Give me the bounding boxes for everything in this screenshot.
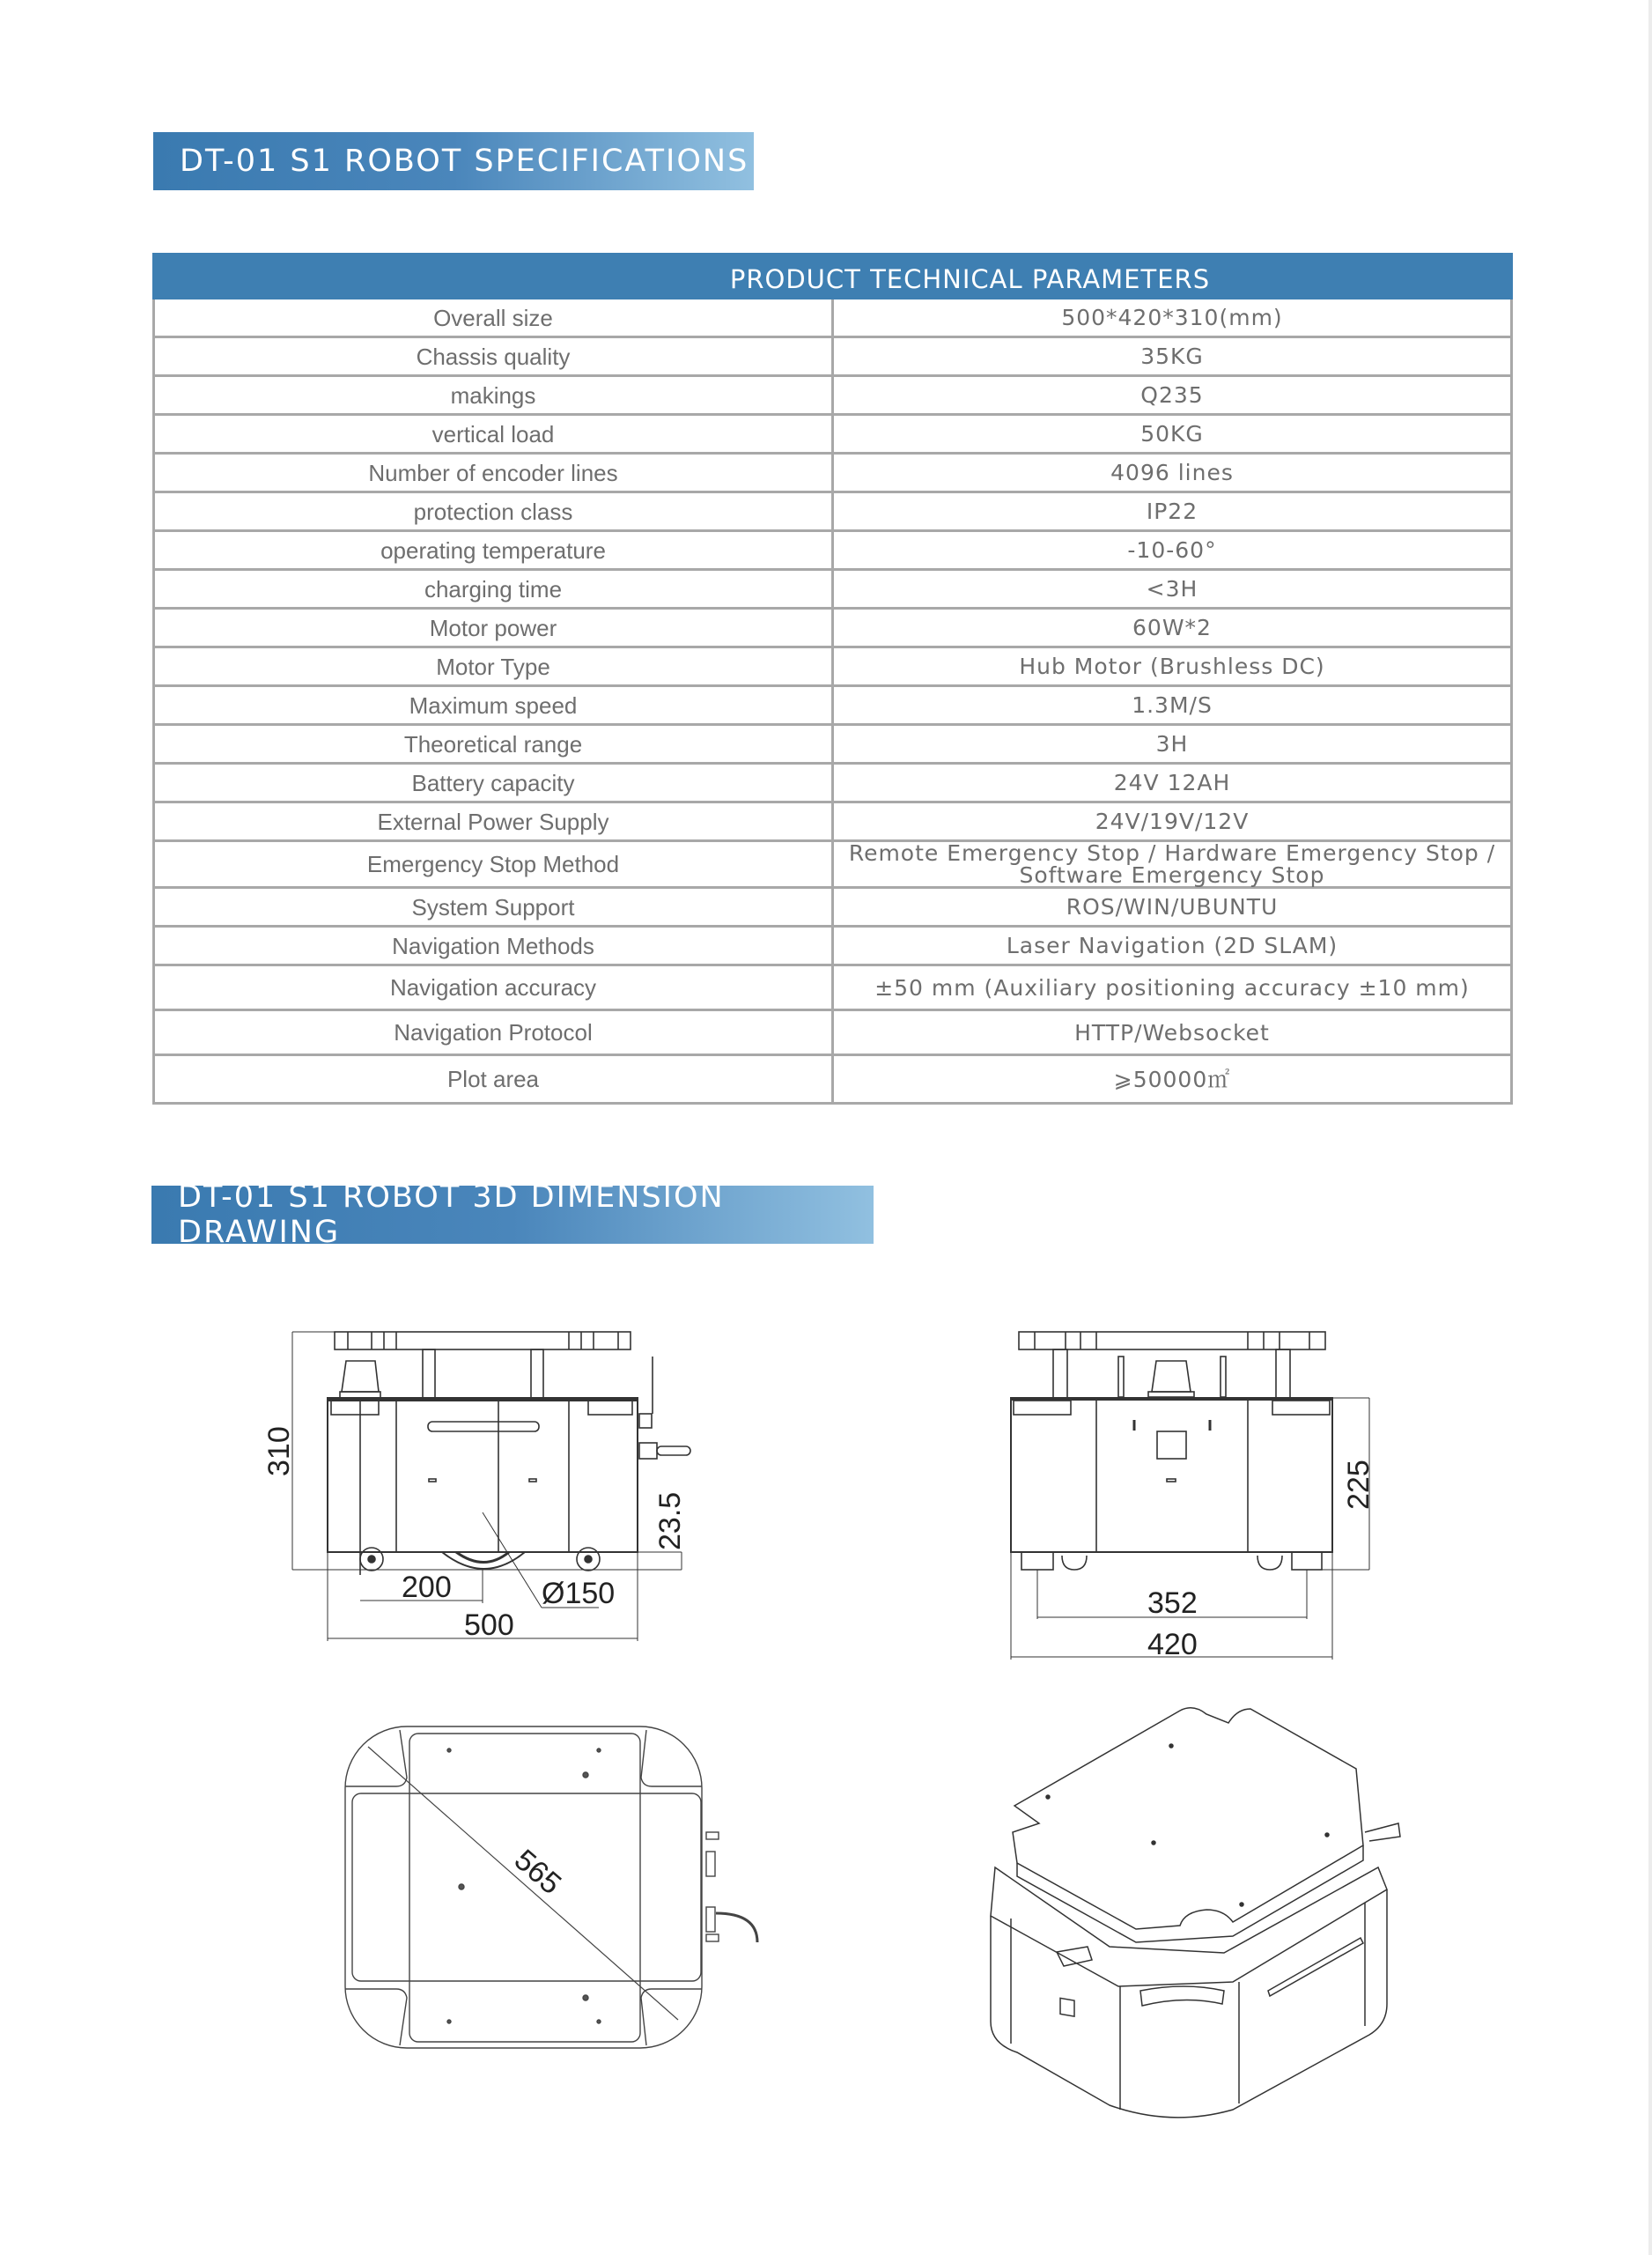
table-row [154,570,1512,609]
specifications-section-title [153,132,754,190]
parameter-value: Remote Emergency Stop / Hardware Emergency Stop / Software Emergency Stop [833,841,1512,888]
dim-width-420: 420 [1147,1628,1198,1661]
parameter-value: 24V 12AH [833,764,1512,802]
dim-body-height-225: 225 [1342,1460,1375,1510]
parameter-label: Emergency Stop Method [154,841,833,888]
table-row [154,454,1512,492]
page-edge [1648,0,1652,2255]
parameter-value: 3H [833,725,1512,764]
parameter-label: Number of encoder lines [154,454,833,492]
table-row [154,686,1512,725]
parameter-label: Navigation Protocol [154,1010,833,1055]
dim-diagonal-565: 565 [507,1843,568,1902]
parameter-label: Maximum speed [154,686,833,725]
parameter-value: 1.3M/S [833,686,1512,725]
parameter-label: External Power Supply [154,802,833,841]
parameter-value: 4096 lines [833,454,1512,492]
dim-wheel-track-352: 352 [1147,1586,1198,1620]
diagonal-dimension-line [368,1747,678,2020]
table-row [154,764,1512,802]
drawing-section-title [151,1179,874,1250]
parameter-label: makings [154,376,833,415]
parameter-value: Q235 [833,376,1512,415]
parameter-label: Overall size [154,299,833,337]
table-row [154,965,1512,1010]
parameter-label: charging time [154,570,833,609]
parameter-value: 50KG [833,415,1512,454]
parameter-label: Plot area [154,1055,833,1104]
parameter-value: 500*420*310(mm) [833,299,1512,337]
parameter-label: Battery capacity [154,764,833,802]
table-row [154,531,1512,570]
parameter-value: <3H [833,570,1512,609]
parameter-label: Navigation accuracy [154,965,833,1010]
table-header-row [154,255,1512,299]
front-view-drawing [255,1304,837,1656]
table-row [154,609,1512,647]
parameter-label: Navigation Methods [154,927,833,965]
table-row [154,299,1512,337]
chassis-body [1011,1398,1332,1552]
table-row [154,888,1512,927]
top-plate [335,1332,631,1349]
parameter-value: ±50 mm (Auxiliary positioning accuracy ±10 mm) [833,965,1512,1010]
parameter-label: Motor Type [154,647,833,686]
drawing-title-text: DT-01 S1 ROBOT 3D DIMENSION DRAWING [178,1179,725,1250]
parameter-value: 24V/19V/12V [833,802,1512,841]
table-row [154,492,1512,531]
table-row [154,1055,1512,1104]
top-plate-iso [1013,1708,1363,1929]
table-row [154,337,1512,376]
dim-wheel-diameter: Ø150 [542,1577,616,1610]
table-row [154,415,1512,454]
parameter-label: System Support [154,888,833,927]
table-header-text: PRODUCT TECHNICAL PARAMETERS [729,263,1211,294]
table-row [154,1010,1512,1055]
top-view-drawing [326,1691,819,2079]
dim-height-310: 310 [262,1426,296,1476]
specifications-title-text: DT-01 S1 ROBOT SPECIFICATIONS [180,144,749,179]
table-row [154,376,1512,415]
dim-wheel-offset-200: 200 [402,1571,452,1604]
parameter-value: HTTP/Websocket [833,1010,1512,1055]
parameter-value: 60W*2 [833,609,1512,647]
table-row [154,725,1512,764]
parameter-label: operating temperature [154,531,833,570]
parameter-label: vertical load [154,415,833,454]
dim-length-500: 500 [464,1608,514,1642]
table-header [154,255,1512,299]
parameter-value: IP22 [833,492,1512,531]
side-view-drawing [995,1304,1391,1665]
parameter-value: ⩾50000㎡ [833,1055,1512,1104]
isometric-view-drawing [969,1691,1462,2132]
dim-clearance-23-5: 23.5 [653,1491,687,1550]
parameter-value: ROS/WIN/UBUNTU [833,888,1512,927]
parameter-label: Motor power [154,609,833,647]
parameter-value: 35KG [833,337,1512,376]
technical-parameters-table [152,253,1513,1105]
parameter-label: Chassis quality [154,337,833,376]
parameter-label: Theoretical range [154,725,833,764]
table-row [154,841,1512,888]
table-row [154,802,1512,841]
parameter-label: protection class [154,492,833,531]
table-row [154,927,1512,965]
parameter-value: -10-60° [833,531,1512,570]
chassis-outline [345,1726,702,2048]
parameter-value: Laser Navigation (2D SLAM) [833,927,1512,965]
table-row [154,647,1512,686]
parameter-value: Hub Motor (Brushless DC) [833,647,1512,686]
